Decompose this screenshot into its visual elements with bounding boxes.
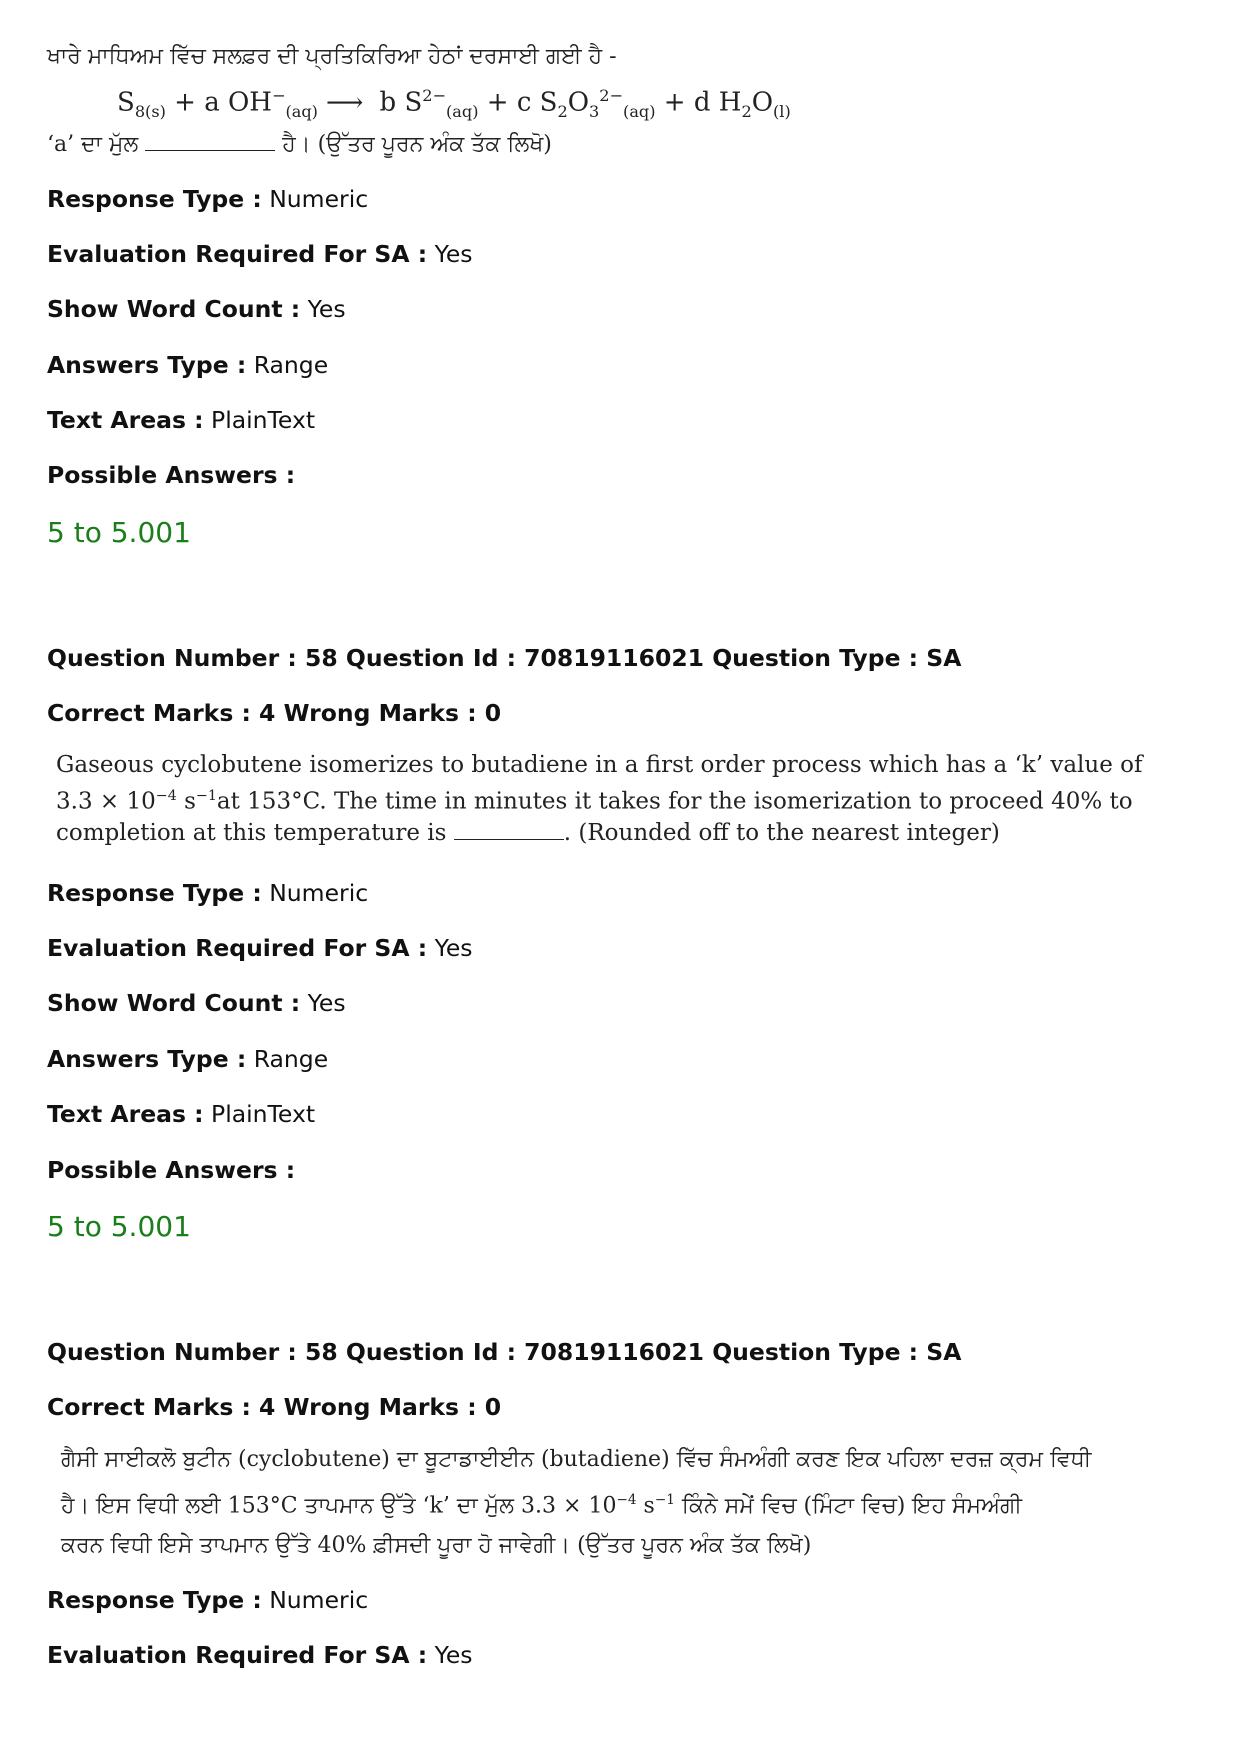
answer-blank (145, 132, 275, 151)
response-type-row: Response Type : Numeric (47, 879, 369, 907)
text-areas-row: Text Areas : PlainText (47, 406, 316, 434)
question-header: Question Number : 58 Question Id : 70819116021 Question Type : SA (47, 644, 962, 672)
possible-answer: 5 to 5.001 (47, 1210, 191, 1243)
possible-answer: 5 to 5.001 (47, 516, 191, 549)
evaluation-required-row: Evaluation Required For SA : Yes (47, 934, 473, 962)
response-type-row: Response Type : Numeric (47, 185, 369, 213)
question-image-sulphur-reaction (47, 38, 791, 164)
show-word-count-row: Show Word Count : Yes (47, 295, 346, 323)
question-text-line: ਕਰਨ ਵਿਧੀ ਇਸੇ ਤਾਪਮਾਨ ਉੱਤੇ 40% ਫ਼ੀਸਦੀ ਪੂਰਾ ਹੋ ਜਾਵੇਗੀ। (ਉੱਤਰ ਪੂਰਨ ਅੰਕ ਤੱਕ ਲਿਖੋ) (61, 1533, 812, 1559)
evaluation-required-row: Evaluation Required For SA : Yes (47, 1641, 473, 1669)
marks-row: Correct Marks : 4 Wrong Marks : 0 (47, 1393, 502, 1421)
marks-row: Correct Marks : 4 Wrong Marks : 0 (47, 699, 502, 727)
question-text-line: $3.3 \times 10^{-4}$ $s^{-1}at$ 153°C. The time in minutes it takes for the isomerization to proceed 40% to (56, 788, 1133, 815)
question-text-line: ‘a’ ਦਾ ਮੁੱਲ ਹੈ। (ਉੱਤਰ ਪੂਰਨ ਅੰਕ ਤੱਕ ਲਿਖੋ) (47, 131, 552, 157)
question-text-line: completion at this temperature is . (Rounded off to the nearest integer) (56, 819, 1000, 846)
answers-type-row: Answers Type : Range (47, 1045, 329, 1073)
question-text-line: Gaseous cyclobutene isomerizes to butadiene in a first order process which has a ‘k’ value of (56, 752, 1143, 778)
question-header: Question Number : 58 Question Id : 70819116021 Question Type : SA (47, 1338, 962, 1366)
question-image-cyclobutene-punjabi (47, 1440, 1091, 1566)
answers-type-row: Answers Type : Range (47, 351, 329, 379)
evaluation-required-row: Evaluation Required For SA : Yes (47, 240, 473, 268)
answer-blank (454, 821, 564, 840)
question-text-line: ਗੈਸੀ ਸਾਈਕਲੋ ਬੁਟੀਨ (cyclobutene) ਦਾ ਬੂਟਾਡਾਈਈਨ (butadiene) ਵਿੱਚ ਸੰਮਅੰਗੀ ਕਰਣ ਇਕ ਪਹਿਲਾ ਦਰਜ਼ ਕ੍ਰਮ ਵਿਧੀ (61, 1447, 1092, 1472)
response-type-row: Response Type : Numeric (47, 1586, 369, 1614)
show-word-count-row: Show Word Count : Yes (47, 989, 346, 1017)
possible-answers-label: Possible Answers : (47, 1156, 296, 1184)
question-text-line: ਖਾਰੇ ਮਾਧਿਅਮ ਵਿੱਚ ਸਲਫ਼ਰ ਦੀ ਪ੍ਰਤਿਕਿਰਿਆ ਹੇਠਾਂ ਦਰਸਾਈ ਗਈ ਹੈ - (47, 44, 617, 69)
text-areas-row: Text Areas : PlainText (47, 1100, 316, 1128)
question-text-line: ਹੈ। ਇਸ ਵਿਧੀ ਲਈ 153°C ਤਾਪਮਾਨ ਉੱਤੇ ‘k’ ਦਾ ਮੁੱਲ $3.3 \times 10^{-4}$ $s^{-1}$ ਕਿੰਨੇ ਸਮੇਂ ਵਿਚ (ਮਿੰਟਾ ਵਿਚ) ਇਹ ਸੰਮਅੰਗੀ (61, 1492, 1022, 1519)
chemical-equation: $S_{8(s)} + a$ $OH^-_{(aq)}$ ⟶ b $S^{2-}_{(aq)} + c$ $S_2O_3^{2-}_{(aq)} + d$ $H_2O_{(l)}$ (47, 74, 791, 134)
question-image-cyclobutene-english (47, 750, 1143, 849)
reaction-arrow: ⟶ (325, 87, 364, 118)
possible-answers-label: Possible Answers : (47, 461, 296, 489)
